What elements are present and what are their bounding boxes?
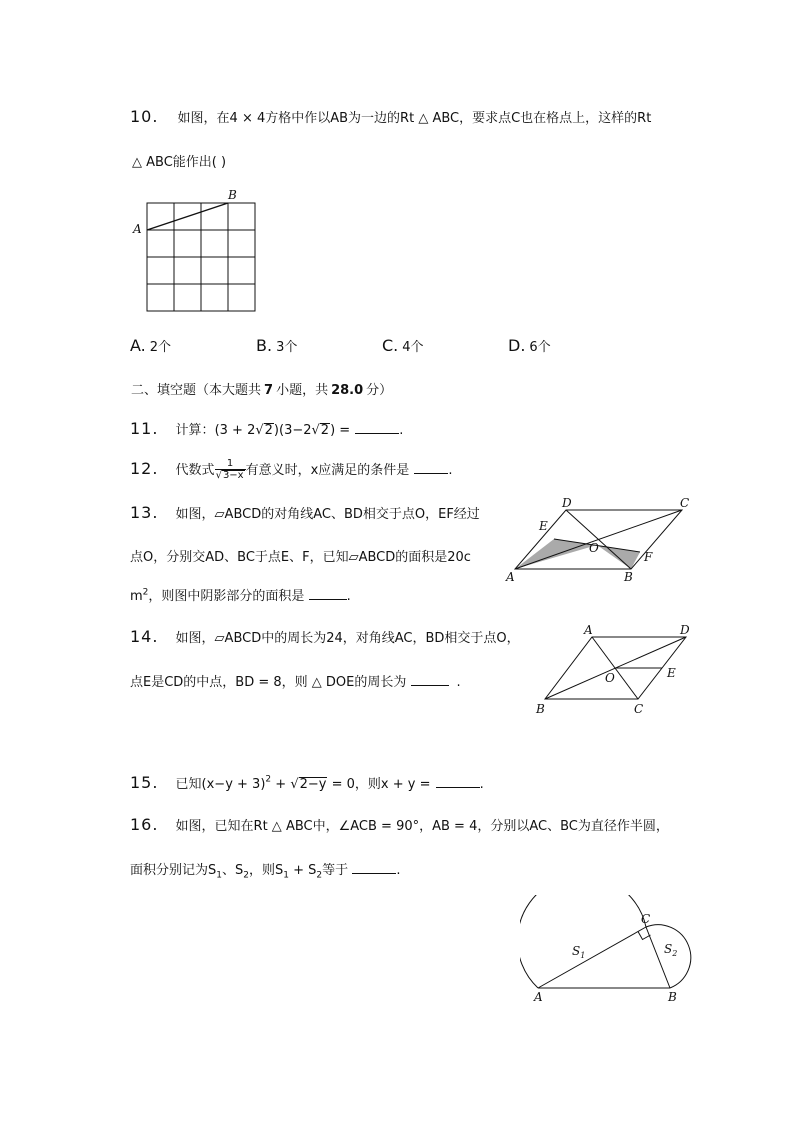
question-text: 点E是CD的中点，BD = 8，则 △ DOE的周长为 (130, 675, 407, 690)
subscript: 1 (216, 870, 222, 881)
question-12 (130, 458, 453, 481)
question-text: = 0，则x + y = (327, 777, 431, 792)
math-expr: ) = (330, 423, 351, 438)
math-expr: )(3−2 (273, 423, 312, 438)
option-letter: C. (382, 336, 399, 355)
parallelogram-figure-14 (530, 622, 710, 722)
point-f-label: F (644, 550, 653, 564)
subscript: 2 (243, 870, 249, 881)
point-d-label: D (562, 496, 572, 510)
point-d-label: D (680, 623, 690, 637)
radicand: 2−y (299, 777, 327, 792)
fraction: $\frac{1}{√3-x}$ (215, 458, 244, 481)
total-score: 28.0 (331, 383, 364, 398)
point-c-label: C (641, 912, 651, 926)
point-c-label: C (680, 496, 690, 510)
option-letter: B. (256, 336, 273, 355)
point-c-label: C (634, 702, 644, 716)
question-text: 如图，已知在Rt △ ABC中，∠ACB = 90°，AB = 4，分别以AC、BC为直径作半圆， (175, 819, 669, 834)
question-16-line1 (130, 815, 669, 834)
option-letter: A. (130, 336, 146, 355)
point-a-label: A (534, 990, 543, 1004)
option-value: 6个 (529, 340, 551, 355)
subscript: 1 (283, 870, 289, 881)
question-text: 等于 (322, 863, 349, 878)
question-text: 、S (222, 863, 244, 878)
question-number: 13. (130, 503, 159, 522)
question-10-line2: △ ABC能作出( ) (132, 155, 227, 170)
point-a-label: A (506, 570, 515, 584)
answer-blank[interactable] (352, 861, 396, 874)
section-suffix: 分） (366, 383, 393, 398)
point-e-label: E (667, 666, 676, 680)
question-text: 已知(x−y + 3) (175, 777, 266, 792)
section-middle: 小题，共 (276, 383, 329, 398)
superscript: 2 (265, 774, 272, 785)
question-text: ，则图中阴影部分的面积是 (148, 589, 305, 604)
parallelogram-figure-13 (500, 492, 710, 587)
option-value: 2个 (149, 340, 172, 355)
point-o-label: O (589, 541, 599, 555)
question-11: 11. 计算：(3 + 2√2)(3−2√2) = . (130, 419, 404, 438)
question-text: 面积分别记为S (130, 863, 217, 878)
answer-blank[interactable] (309, 587, 347, 600)
question-number: 11. (130, 419, 159, 438)
point-b-label: B (668, 990, 677, 1004)
period: . (448, 463, 453, 478)
answer-blank[interactable] (355, 421, 399, 434)
point-b-label: B (228, 188, 237, 202)
superscript: 2 (142, 587, 149, 598)
question-text: ，则S (249, 863, 284, 878)
section-prefix: 二、填空题（本大题共 (131, 383, 262, 398)
question-number: 15. (130, 773, 159, 792)
question-number: 14. (130, 627, 159, 646)
question-text: 如图，▱ABCD的对角线AC、BD相交于点O，EF经过 (175, 507, 480, 522)
point-o-label: O (605, 671, 615, 685)
point-a-label: A (584, 623, 593, 637)
fraction-numerator: 1 (215, 458, 246, 470)
question-13-line1 (130, 503, 480, 522)
option-d[interactable] (508, 336, 551, 355)
subscript: 2 (316, 870, 323, 881)
radicand: 2 (264, 423, 273, 438)
question-text: 有意义时，x应满足的条件是 (245, 463, 410, 478)
answer-blank[interactable] (436, 775, 480, 788)
option-value: 3个 (276, 340, 298, 355)
question-number: 16. (130, 815, 159, 834)
option-a[interactable] (130, 336, 171, 355)
period: . (456, 675, 461, 690)
question-14-line2 (130, 671, 461, 690)
question-text: m (130, 589, 143, 604)
question-text: 计算： (175, 423, 215, 438)
math-expr: + (271, 777, 291, 792)
question-16-line2 (130, 859, 400, 881)
period: . (346, 589, 351, 604)
question-text: 代数式 (175, 463, 215, 478)
s2-label: $S_2$ (664, 942, 678, 958)
question-count: 7 (264, 383, 274, 398)
period: . (479, 777, 484, 792)
point-b-label: B (536, 702, 545, 716)
option-value: 4个 (402, 340, 424, 355)
grid-figure (130, 185, 265, 320)
question-text: + S (289, 863, 317, 878)
period: . (399, 423, 404, 438)
period: . (396, 863, 401, 878)
question-13-line2: 点O，分别交AD、BC于点E、F，已知▱ABCD的面积是20c (130, 550, 471, 565)
fraction-denominator: 3−x (222, 470, 244, 481)
semicircle-figure (520, 895, 730, 1010)
point-b-label: B (624, 570, 633, 584)
question-number: 12. (130, 459, 159, 478)
question-text: 如图，▱ABCD中的周长为24，对角线AC，BD相交于点O， (175, 631, 520, 646)
option-letter: D. (508, 336, 526, 355)
option-c[interactable] (382, 336, 424, 355)
math-expr: (3 + 2 (214, 423, 256, 438)
point-a-label: A (133, 222, 142, 236)
radicand: 2 (320, 423, 330, 438)
question-10-line1 (130, 107, 651, 126)
question-15: 15. 已知$(x-y + 3)^2 + √2-y = 0$，则x + y = . (130, 773, 484, 792)
question-number: 10. (130, 107, 159, 126)
section-heading (131, 379, 392, 398)
question-13-line3 (130, 585, 351, 604)
answer-blank[interactable] (414, 461, 448, 474)
point-e-label: E (539, 519, 548, 533)
s1-label: $S_1$ (572, 944, 586, 960)
answer-blank[interactable] (411, 673, 449, 686)
question-text: 如图，在4 × 4方格中作以AB为一边的Rt △ ABC，要求点C也在格点上，这样的Rt (177, 111, 652, 126)
option-b[interactable] (256, 336, 297, 355)
question-14-line1 (130, 627, 520, 646)
